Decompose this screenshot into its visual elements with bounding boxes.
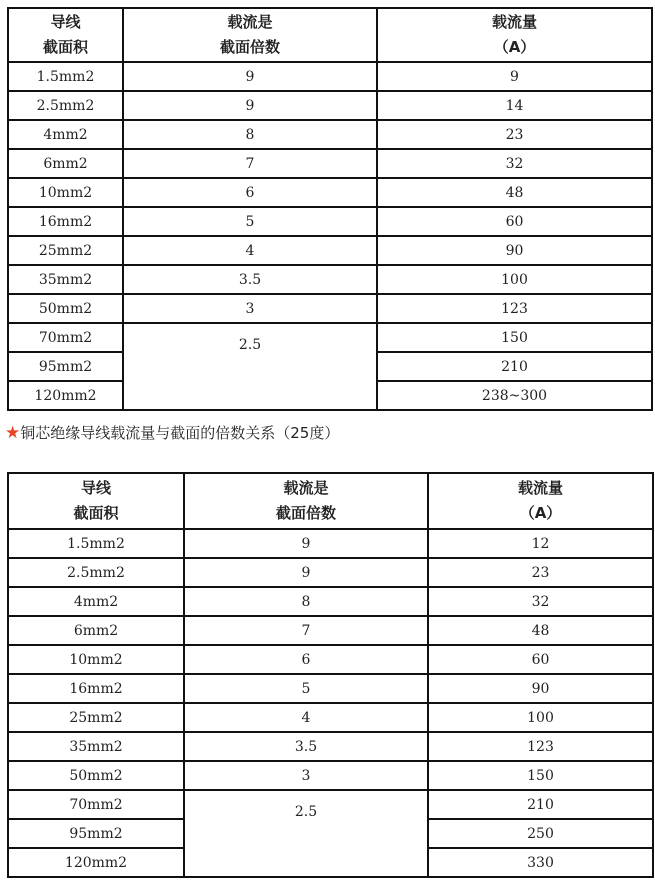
table-row	[8, 645, 653, 674]
multiple-cell: 6	[123, 178, 377, 207]
area-cell: 120mm2	[8, 848, 184, 877]
current-cell: 48	[377, 178, 652, 207]
table-row	[8, 62, 652, 91]
table-row	[8, 616, 653, 645]
current-cell: 48	[428, 616, 653, 645]
table-row	[8, 149, 652, 178]
caption-text: 铜芯绝缘导线载流量与截面的倍数关系（25度）	[20, 424, 340, 442]
header-line: 导线	[80, 479, 111, 497]
area-cell: 16mm2	[8, 207, 123, 236]
table-caption	[5, 422, 339, 443]
area-cell: 25mm2	[8, 236, 123, 265]
current-cell: 100	[428, 703, 653, 732]
table-body	[8, 8, 652, 410]
column-header	[8, 8, 123, 62]
table-row	[8, 236, 652, 265]
multiple-cell: 4	[184, 703, 428, 732]
multiple-cell: 3	[184, 761, 428, 790]
column-header	[428, 473, 653, 529]
multiple-cell: 9	[123, 91, 377, 120]
area-cell: 1.5mm2	[8, 62, 123, 91]
current-cell: 60	[377, 207, 652, 236]
table-row	[8, 265, 652, 294]
current-cell: 123	[428, 732, 653, 761]
current-cell: 150	[377, 323, 652, 352]
area-cell: 120mm2	[8, 381, 123, 410]
table-row	[8, 91, 652, 120]
table-row	[8, 207, 652, 236]
area-cell: 25mm2	[8, 703, 184, 732]
table-row	[8, 674, 653, 703]
current-cell: 23	[377, 120, 652, 149]
table-row	[8, 294, 652, 323]
multiple-cell: 8	[184, 587, 428, 616]
header-row	[8, 8, 652, 62]
current-cell: 150	[428, 761, 653, 790]
column-header	[184, 473, 428, 529]
multiple-cell: 5	[123, 207, 377, 236]
multiple-cell: 3.5	[184, 732, 428, 761]
area-cell: 4mm2	[8, 587, 184, 616]
column-header	[8, 473, 184, 529]
multiple-cell: 5	[184, 674, 428, 703]
header-line: 载流量	[517, 479, 563, 497]
current-cell: 14	[377, 91, 652, 120]
area-cell: 6mm2	[8, 149, 123, 178]
area-cell: 95mm2	[8, 352, 123, 381]
header-line: （A）	[519, 504, 562, 522]
area-cell: 2.5mm2	[8, 558, 184, 587]
area-cell: 50mm2	[8, 294, 123, 323]
header-line: 截面倍数	[219, 38, 280, 56]
table-row	[8, 529, 653, 558]
current-cell: 32	[428, 587, 653, 616]
current-cell: 90	[377, 236, 652, 265]
star-icon: ★	[5, 423, 21, 443]
table-row	[8, 703, 653, 732]
current-cell: 32	[377, 149, 652, 178]
current-cell: 23	[428, 558, 653, 587]
header-line: 载流是	[227, 13, 273, 31]
area-cell: 35mm2	[8, 732, 184, 761]
current-cell: 123	[377, 294, 652, 323]
aluminum-current-table	[7, 7, 653, 411]
column-header	[377, 8, 652, 62]
multiple-cell: 9	[123, 62, 377, 91]
area-cell: 10mm2	[8, 645, 184, 674]
multiple-cell: 3	[123, 294, 377, 323]
table-row	[8, 323, 652, 352]
area-cell: 10mm2	[8, 178, 123, 207]
current-cell: 90	[428, 674, 653, 703]
multiple-cell: 2.5	[184, 790, 428, 877]
current-cell: 238~300	[377, 381, 652, 410]
header-row	[8, 473, 653, 529]
header-line: 截面倍数	[275, 504, 336, 522]
area-cell: 70mm2	[8, 790, 184, 819]
header-line: （A）	[493, 38, 536, 56]
current-cell: 9	[377, 62, 652, 91]
table-row	[8, 790, 653, 819]
multiple-cell: 6	[184, 645, 428, 674]
header-line: 载流量	[491, 13, 537, 31]
header-line: 截面积	[42, 38, 88, 56]
area-cell: 6mm2	[8, 616, 184, 645]
header-line: 截面积	[73, 504, 119, 522]
multiple-cell: 9	[184, 558, 428, 587]
multiple-cell: 7	[184, 616, 428, 645]
area-cell: 16mm2	[8, 674, 184, 703]
header-line: 导线	[50, 13, 81, 31]
table-row	[8, 558, 653, 587]
copper-current-table	[7, 472, 654, 878]
current-cell: 60	[428, 645, 653, 674]
multiple-cell: 4	[123, 236, 377, 265]
area-cell: 95mm2	[8, 819, 184, 848]
current-cell: 330	[428, 848, 653, 877]
table-row	[8, 120, 652, 149]
area-cell: 70mm2	[8, 323, 123, 352]
area-cell: 50mm2	[8, 761, 184, 790]
multiple-cell: 3.5	[123, 265, 377, 294]
table-row	[8, 732, 653, 761]
table-row	[8, 178, 652, 207]
area-cell: 35mm2	[8, 265, 123, 294]
multiple-cell: 8	[123, 120, 377, 149]
multiple-cell: 9	[184, 529, 428, 558]
current-cell: 12	[428, 529, 653, 558]
column-header	[123, 8, 377, 62]
multiple-cell: 2.5	[123, 323, 377, 410]
table-row	[8, 587, 653, 616]
current-cell: 100	[377, 265, 652, 294]
current-cell: 250	[428, 819, 653, 848]
table-row	[8, 761, 653, 790]
area-cell: 4mm2	[8, 120, 123, 149]
current-cell: 210	[377, 352, 652, 381]
multiple-cell: 7	[123, 149, 377, 178]
header-line: 载流是	[283, 479, 329, 497]
current-cell: 210	[428, 790, 653, 819]
area-cell: 1.5mm2	[8, 529, 184, 558]
table-body	[8, 473, 653, 877]
area-cell: 2.5mm2	[8, 91, 123, 120]
